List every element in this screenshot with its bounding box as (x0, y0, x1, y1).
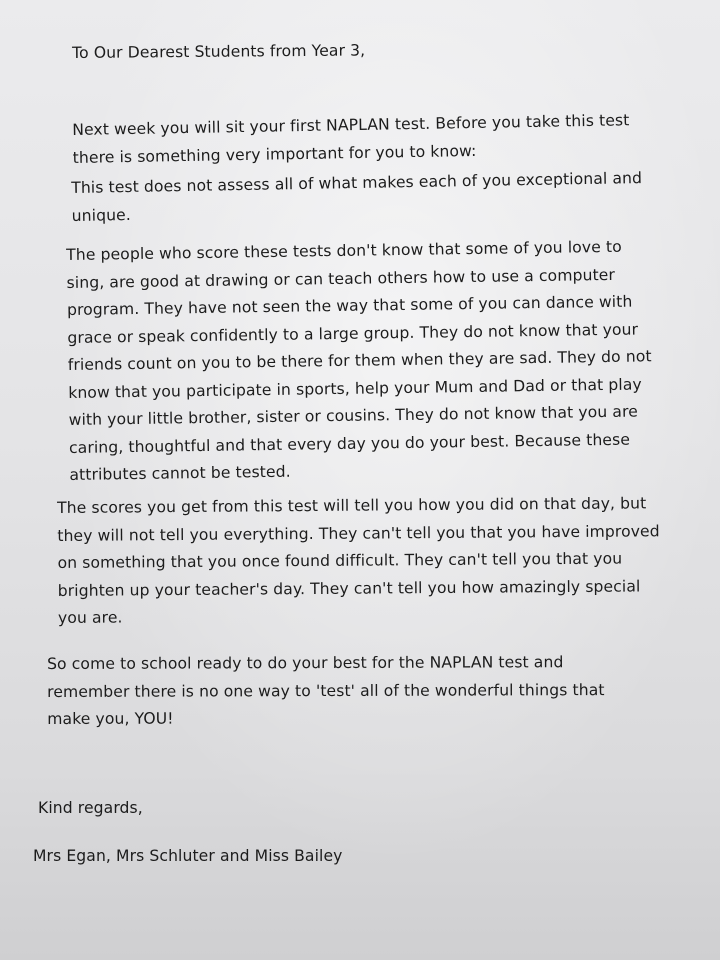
letter-paragraph-assessment: This test does not assess all of what makes each of you exceptional and unique. (71, 169, 643, 225)
letter-closing: Kind regards, (38, 799, 143, 817)
letter-paragraph-intro: Next week you will sit your first NAPLAN test. Before you take this test there is something very important for you to know: (72, 111, 630, 167)
letter-greeting: To Our Dearest Students from Year 3, (72, 41, 366, 62)
letter-paragraph-encouragement: So come to school ready to do your best for the NAPLAN test and remember there is no one way to 'test' all of the wonderful things that make you, YOU! (47, 653, 605, 728)
letter-paragraph-scores: The scores you get from this test will tell you how you did on that day, but they will not tell you everything. They can't tell you that you have improved on something that you once found difficult. They can't tell you that you brighten up your teacher's day. They can't tell you how amazingly special you are. (57, 494, 660, 627)
letter-signatories: Mrs Egan, Mrs Schluter and Miss Bailey (33, 847, 343, 865)
letter-paragraph-qualities: The people who score these tests don't know that some of you love to sing, are good at drawing or can teach others how to use a computer program. They have not seen the way that some of you can dance with grace or speak confidently to a large group. They do not know that your friends count on you to be there for them when they are sad. They do not know that you participate in sports, help your Mum and Dad or that play with your little brother, sister or cousins. They do not know that you are caring, thoughtful and that every day you do your best. Because these attributes cannot be tested. (66, 237, 652, 484)
